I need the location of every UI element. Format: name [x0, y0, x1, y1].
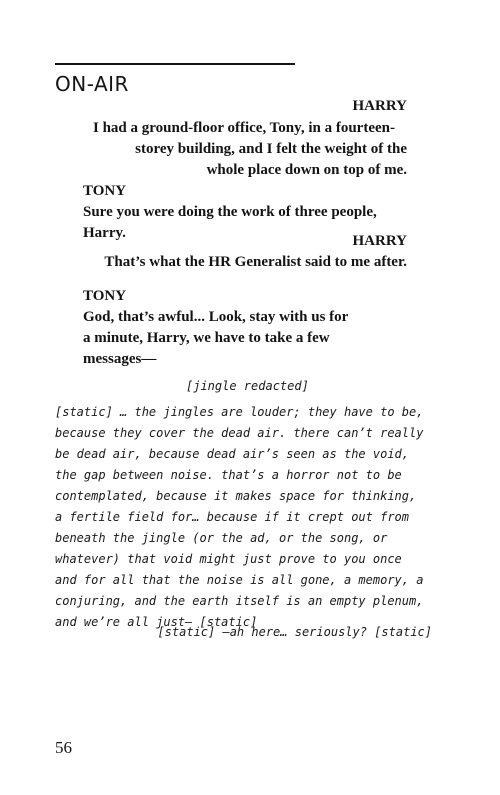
dialogue-line: whole place down on top of me. [206, 162, 407, 178]
paragraph-line: be dead air, because dead air’s seen as the void, [55, 447, 410, 461]
dialogue-line: storey building, and I felt the weight of the [135, 141, 407, 157]
speaker-name-harry: HARRY [352, 98, 407, 114]
dialogue-line: a minute, Harry, we have to take a few [83, 330, 330, 346]
section-heading: ON-AIR [55, 72, 129, 96]
paragraph-line: contemplated, because it makes space for thinking, [55, 489, 417, 503]
paragraph-line: the gap between noise. that’s a horror not to be [55, 468, 402, 482]
paragraph-line: and for all that the noise is all gone, a memory, a [55, 573, 424, 587]
dialogue-line: God, that’s awful... Look, stay with us for [83, 309, 349, 325]
dialogue-line: messages— [83, 351, 157, 367]
speaker-name-tony: TONY [83, 183, 127, 199]
paragraph-line: whatever) that void might just prove to you once [55, 552, 402, 566]
section-rule [55, 63, 295, 65]
static-paragraph [55, 402, 455, 633]
dialogue-line: That’s what the HR Generalist said to me after. [104, 254, 407, 270]
paragraph-line: [static] … the jingles are louder; they have to be, [55, 405, 424, 419]
paragraph-line: conjuring, and the earth itself is an empty plenum, [55, 594, 424, 608]
paragraph-line: beneath the jingle (or the ad, or the song, or [55, 531, 388, 545]
paragraph-line: and we’re all just— [static] [55, 615, 258, 629]
closing-static-line: [static] —ah here… seriously? [static] [157, 625, 432, 639]
paragraph-line: a fertile field for… because if it crept out from [55, 510, 410, 524]
dialogue-line: Harry. [83, 225, 126, 241]
speaker-name-harry: HARRY [352, 233, 407, 249]
jingle-line: [jingle redacted] [186, 379, 309, 393]
dialogue-line: Sure you were doing the work of three people, [83, 204, 377, 220]
paragraph-line: because they cover the dead air. there can’t really [55, 426, 424, 440]
speaker-name-tony: TONY [83, 288, 127, 304]
dialogue-line: I had a ground-floor office, Tony, in a fourteen- [93, 120, 395, 136]
page-number: 56 [55, 738, 72, 757]
